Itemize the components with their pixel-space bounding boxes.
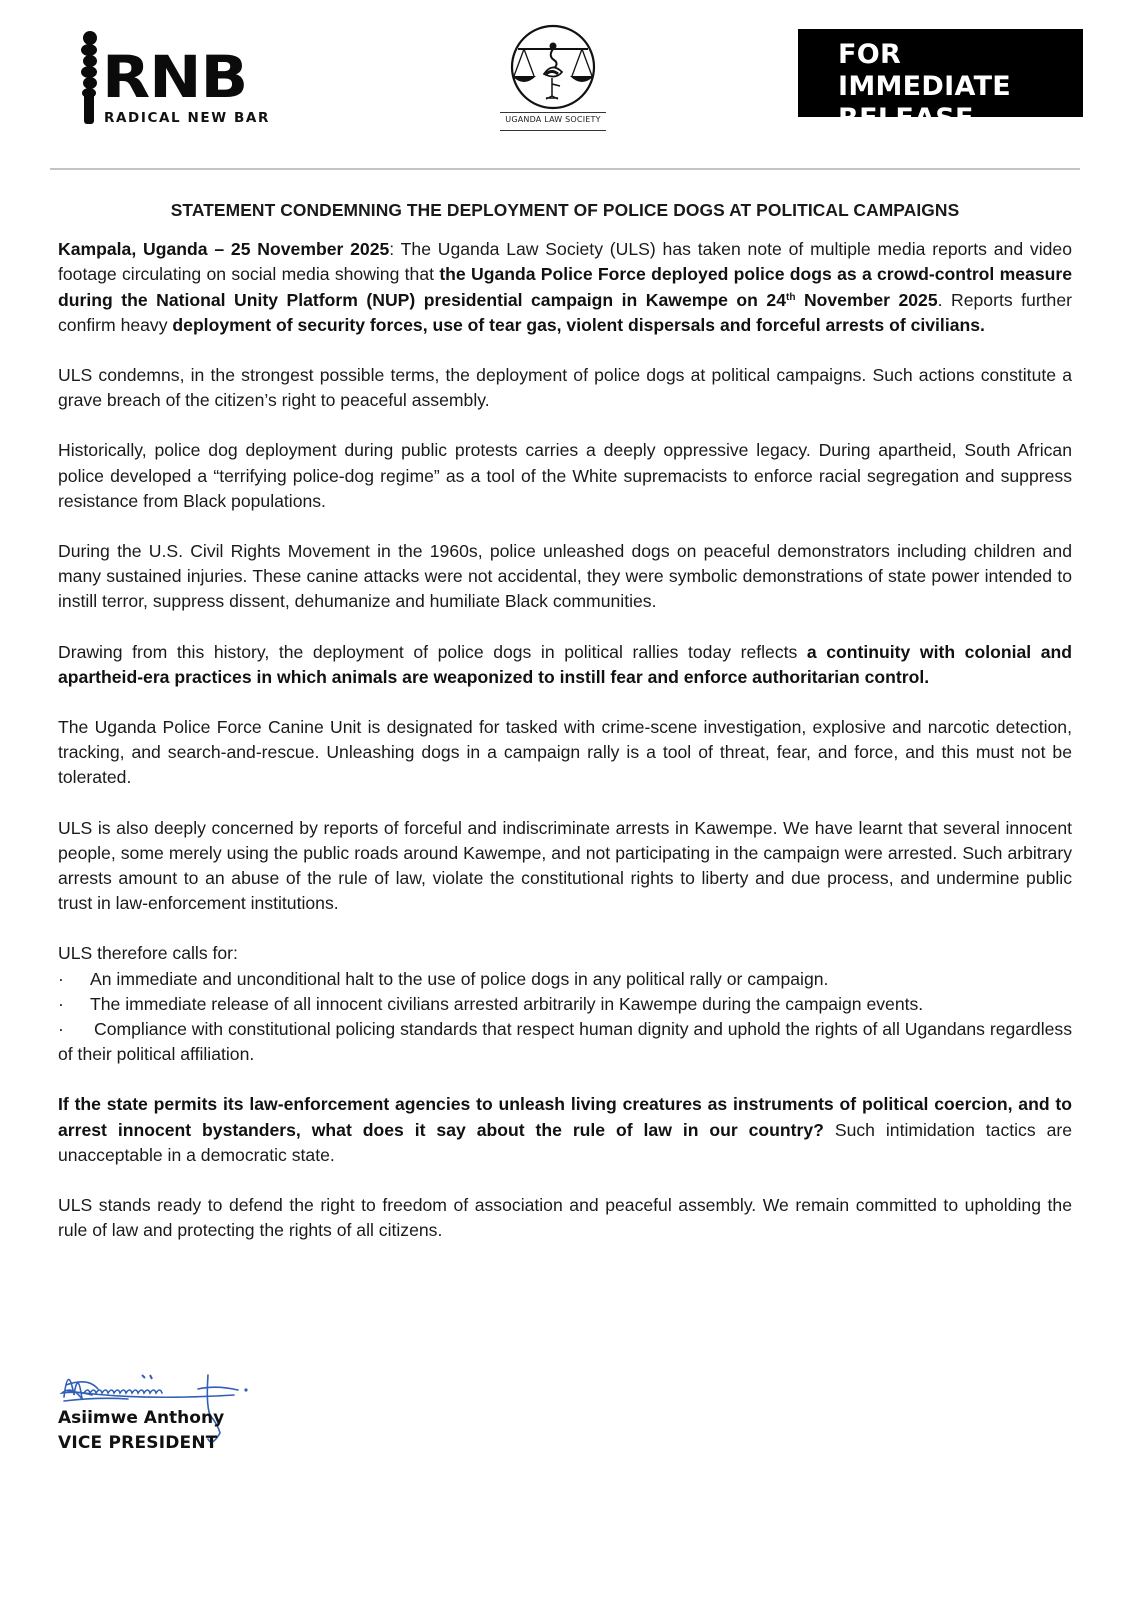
paragraph-civil-rights: During the U.S. Civil Rights Movement in the 1960s, police unleashed dogs on peaceful demonstrators including children and many sustained injuries. These canine attacks were not accidental, they were symbolic demonstrations of state power intended to instill terror, suppress dissent, dehumanize and humiliate Black communities. [58, 541, 1072, 612]
release-line-1: FOR IMMEDIATE [838, 39, 1012, 102]
signer-name: Asiimwe Anthony [58, 1408, 225, 1428]
paragraph-closing: ULS stands ready to defend the right to freedom of association and peaceful assembly. We remain committed to upholding the rule of law and protecting the rights of all citizens. [58, 1195, 1072, 1241]
signer-title: VICE PRESIDENT [58, 1433, 218, 1453]
uls-rule-bottom [500, 130, 606, 131]
rnb-subtitle: RADICAL NEW BAR [104, 110, 270, 126]
intro-bold-1-text: the Uganda Police Force deployed police dogs as a crowd-control measure during the National Unity Platform (NUP) presidential campaign in Kawempe on 24 [58, 264, 1072, 310]
paragraph-arrests: ULS is also deeply concerned by reports of forceful and indiscriminate arrests in Kawempe. We have learnt that several innocent people, some merely using the public roads around Kawempe, and not participating in the campaign were arrested. Such arbitrary arrests amount to an abuse of the rule of law, violate the constitutional rights to liberty and due process, and undermine public trust in law-enforcement institutions. [58, 817, 1072, 914]
statement-body [58, 198, 1072, 1269]
rnb-logo [78, 30, 278, 130]
intro-text-1: : The Uganda Law Society (ULS) has taken note of multiple media reports and video footage circulating on social media showing that [58, 239, 1072, 285]
crane-scales-emblem-icon [494, 22, 612, 112]
question-text: Such intimidation tactics are unacceptable in a democratic state. [58, 1119, 1073, 1165]
paragraph-canine-unit: The Uganda Police Force Canine Unit is designated for tasked with crime-scene investigation, explosive and narcotic detection, tracking, and search-and-rescue. Unleashing dogs in a campaign rally is a tool of threat, fear, and force, and this must not be tolerated. [58, 717, 1072, 788]
bullet-icon: · [58, 993, 64, 1014]
calls-intro: ULS therefore calls for: [58, 943, 238, 964]
paragraph-question [58, 1092, 1072, 1168]
immediate-release-text [838, 39, 1083, 135]
rnb-wordmark: RNB [102, 43, 248, 111]
calls-section [58, 941, 1072, 1067]
uls-logo [494, 22, 612, 140]
call-item [58, 967, 1072, 992]
call-item-text: An immediate and unconditional halt to the use of police dogs in any political rally or campaign. [90, 968, 829, 989]
call-item-text: The immediate release of all innocent civilians arrested arbitrarily in Kawempe during the campaign events. [90, 993, 924, 1014]
continuity-text: Drawing from this history, the deployment of police dogs in political rallies today reflects [58, 641, 807, 662]
bullet-icon: · [58, 968, 64, 989]
signature-block [58, 1355, 318, 1465]
calls-list [58, 967, 1072, 1068]
intro-bold-2: deployment of security forces, use of tear gas, violent dispersals and forceful arrests of civilians. [172, 314, 985, 335]
call-item [58, 1017, 1072, 1067]
uls-rule-top [500, 112, 606, 113]
paragraph-intro [58, 237, 1072, 338]
bullet-icon: · [58, 1019, 64, 1040]
header-divider [50, 168, 1080, 170]
paragraph-continuity [58, 640, 1072, 690]
intro-text-2: . Reports further confirm heavy [58, 289, 1072, 335]
uls-name: UGANDA LAW SOCIETY [505, 115, 601, 124]
paragraph-condemnation: ULS condemns, in the strongest possible terms, the deployment of police dogs at political campaigns. Such actions constitute a grave breach of the citizen’s right to peaceful assembly. [58, 365, 1072, 411]
dateline: Kampala, Uganda – 25 November 2025 [58, 239, 390, 260]
statement-title: STATEMENT CONDEMNING THE DEPLOYMENT OF POLICE DOGS AT POLITICAL CAMPAIGNS [170, 200, 960, 220]
ordinal-suffix: th [785, 291, 796, 303]
intro-bold-1-end: November 2025 [795, 289, 938, 310]
release-line-2: RELEASE [838, 103, 974, 134]
mace-icon [78, 30, 104, 130]
immediate-release-badge [798, 29, 1083, 134]
paragraph-apartheid-history: Historically, police dog deployment during public protests carries a deeply oppressive legacy. During apartheid, South African police developed a “terrifying police-dog regime” as a tool of the White supremacists to enforce racial segregation and suppress resistance from Black populations. [58, 440, 1072, 511]
continuity-bold: a continuity with colonial and apartheid-era practices in which animals are weaponized to instill fear and enforce authoritarian control. [58, 641, 1072, 687]
call-item [58, 992, 1072, 1017]
call-item-text: Compliance with constitutional policing standards that respect human dignity and uphold the rights of all Ugandans regardless of their political affiliation. [58, 1019, 1073, 1065]
question-bold: If the state permits its law-enforcement agencies to unleash living creatures as instruments of political coercion, and to arrest innocent bystanders, what does it say about the rule of law in our country? [58, 1094, 1072, 1140]
